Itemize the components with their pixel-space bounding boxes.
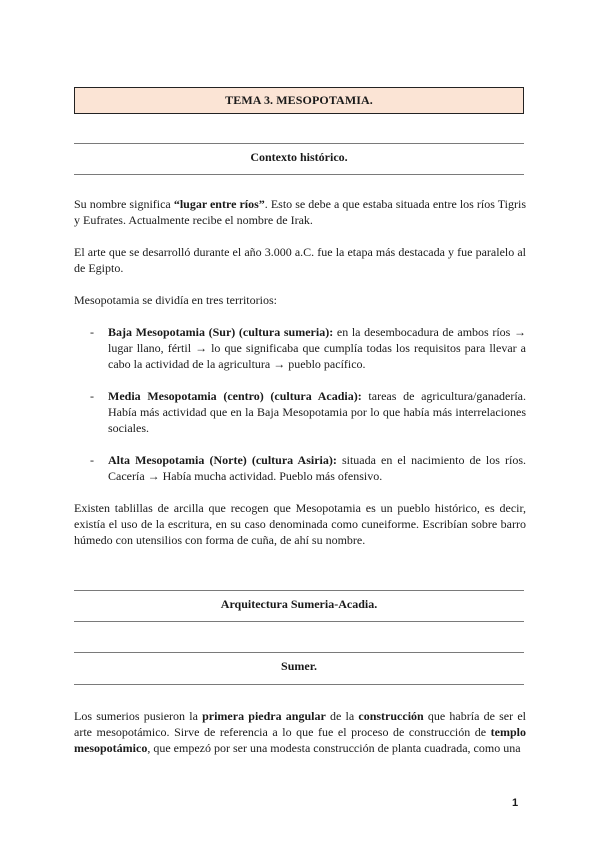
paragraph-text: Los sumerios pusieron la (74, 709, 203, 723)
section-title-contexto: Contexto histórico. (250, 150, 348, 164)
section-title-arquitectura: Arquitectura Sumeria-Acadia. (220, 597, 378, 611)
paragraph-nombre (74, 196, 526, 228)
bullet-heading: Alta Mesopotamia (Norte) (cultura Asiria): (108, 453, 337, 467)
bullet-text (108, 324, 526, 372)
bold-term: primera piedra angular (202, 709, 326, 723)
bold-term: “lugar entre ríos” (173, 197, 265, 211)
bullet-dash: - (90, 453, 94, 467)
section-rule-bottom (74, 684, 524, 685)
bullet-heading: Media Mesopotamia (centro) (cultura Acadia): (108, 389, 362, 403)
paragraph-sumerios (74, 708, 526, 756)
section-rule-top (74, 590, 524, 591)
paragraph-text: de la (325, 709, 359, 723)
paragraph-text: Su nombre significa (74, 197, 174, 211)
bullet-dash: - (90, 389, 94, 403)
section-title-sumer: Sumer. (281, 659, 317, 673)
bullet-body: tareas de agricultura/ganadería. Había más actividad que en la Baja Mesopotamia por lo que había más interrelaciones sociales. (108, 389, 527, 435)
section-rule-bottom (74, 621, 524, 622)
bullet-heading: Baja Mesopotamia (Sur) (cultura sumeria): (108, 325, 334, 339)
bold-term: construcción (358, 709, 424, 723)
paragraph-tablillas: Existen tablillas de arcilla que recogen que Mesopotamia es un pueblo histórico, es decir, existía el uso de la escritura, en su caso denominada como cuneiforme. Escribían sobre barro húmedo con utensilios con forma de cuña, de ahí su nombre. (74, 501, 526, 547)
paragraph-text: que habría de ser el arte mesopotámico. Sirve de referencia a lo que fue el proceso de construcción de (74, 709, 526, 739)
list-item-alta (90, 452, 526, 484)
bullet-body: en la desembocadura de ambos ríos → lugar llano, fértil → lo que significaba que cumplía todas los requisitos para llevar a cabo la actividad de la agricultura → pueblo pacífico. (108, 325, 526, 371)
bold-term: templo mesopotámico (74, 725, 526, 755)
list-item-baja (90, 324, 526, 372)
paragraph-arte: El arte que se desarrolló durante el año 3.000 a.C. fue la etapa más destacada y fue paralelo al de Egipto. (74, 245, 526, 275)
paragraph-territorios: Mesopotamia se dividía en tres territorios: (74, 293, 277, 307)
page-number: 1 (512, 797, 519, 809)
list-item-media (90, 388, 526, 436)
paragraph-text: . Esto se debe a que estaba situada entre los ríos Tigris y Eufrates. Actualmente recibe el nombre de Irak. (74, 197, 526, 227)
bullet-text (108, 452, 526, 484)
bullet-dash: - (90, 325, 94, 339)
bullet-body: situada en el nacimiento de los ríos. Cacería → Había mucha actividad. Pueblo más ofensivo. (108, 453, 526, 483)
paragraph-text: , que empezó por ser una modesta construcción de planta cuadrada, como una (147, 741, 521, 755)
document-title: TEMA 3. MESOPOTAMIA. (74, 87, 524, 114)
section-rule-top (74, 143, 524, 144)
section-rule-bottom (74, 174, 524, 175)
bullet-text (108, 388, 526, 436)
section-rule-top (74, 652, 524, 653)
